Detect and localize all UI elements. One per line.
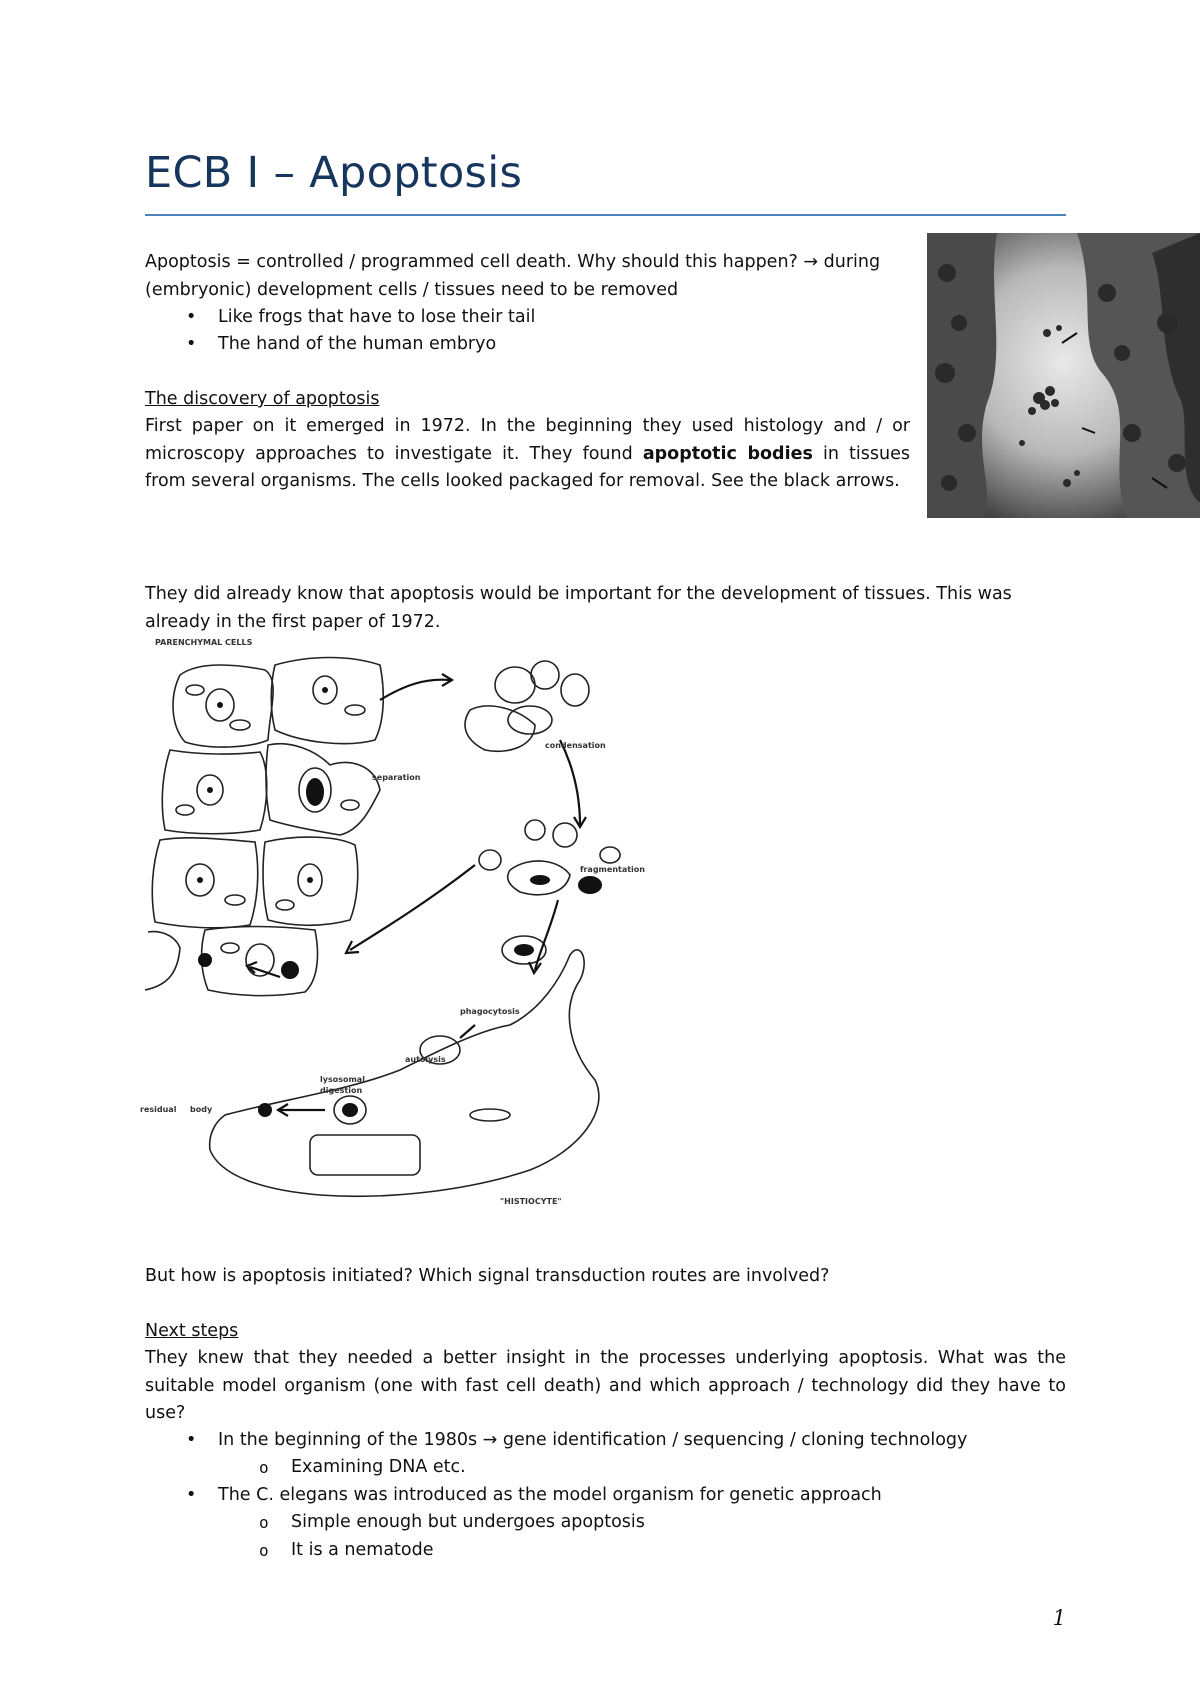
sub-bullet-glyph: o [259, 1458, 269, 1477]
label-separation: separation [372, 773, 421, 782]
sub-bullet-glyph: o [259, 1513, 269, 1532]
development-paragraph: They did already know that apoptosis would be important for the development of tissues. This was already in the first paper of 1972. [145, 584, 1012, 632]
page-title: ECB I – Apoptosis [145, 148, 523, 198]
title-rule [145, 214, 1066, 216]
intro-paragraph [145, 249, 910, 304]
label-condensation: condensation [545, 741, 606, 750]
label-body: body [190, 1105, 213, 1114]
next-steps-heading: Next steps [145, 1321, 239, 1341]
next-steps-paragraph: They knew that they needed a better insight in the processes underlying apoptosis. What was the suitable model organism (one with fast cell death) and which approach / technology did they have to use? [145, 1348, 1066, 1423]
label-residual: residual [140, 1105, 177, 1114]
bullet-glyph: • [186, 334, 197, 354]
histology-micrograph [927, 233, 1200, 518]
page-number: 1 [1052, 1606, 1066, 1630]
bullet-glyph: • [186, 1430, 197, 1450]
discovery-heading: The discovery of apoptosis [145, 389, 380, 409]
bullet-glyph: • [186, 307, 197, 327]
label-histiocyte: "HISTIOCYTE" [500, 1197, 562, 1206]
apoptotic-bodies-term: apoptotic bodies [642, 443, 813, 464]
label-autolysis: autolysis [405, 1055, 446, 1064]
label-lysosomal: lysosomal [320, 1075, 365, 1084]
label-fragmentation: fragmentation [580, 865, 645, 874]
bullet-glyph: • [186, 1485, 197, 1505]
initiation-question: But how is apoptosis initiated? Which signal transduction routes are involved? [145, 1266, 830, 1286]
label-digestion: digestion [320, 1086, 363, 1095]
intro-line-1: Apoptosis = controlled / programmed cell death. Why should this happen? → during [145, 252, 881, 272]
diagram-top-label: PARENCHYMAL CELLS [155, 638, 253, 647]
discovery-paragraph: First paper on it emerged in 1972. In the beginning they used histology and / or microscopy approaches to investigate it. They found apoptotic bodies in tissues from several organisms. The cells looked packaged for removal. See the black arrows. [145, 416, 910, 491]
label-phagocytosis: phagocytosis [460, 1007, 520, 1016]
intro-line-2: (embryonic) development cells / tissues need to be removed [145, 279, 679, 300]
apoptosis-diagram [140, 630, 720, 1230]
sub-bullet-glyph: o [259, 1541, 269, 1560]
